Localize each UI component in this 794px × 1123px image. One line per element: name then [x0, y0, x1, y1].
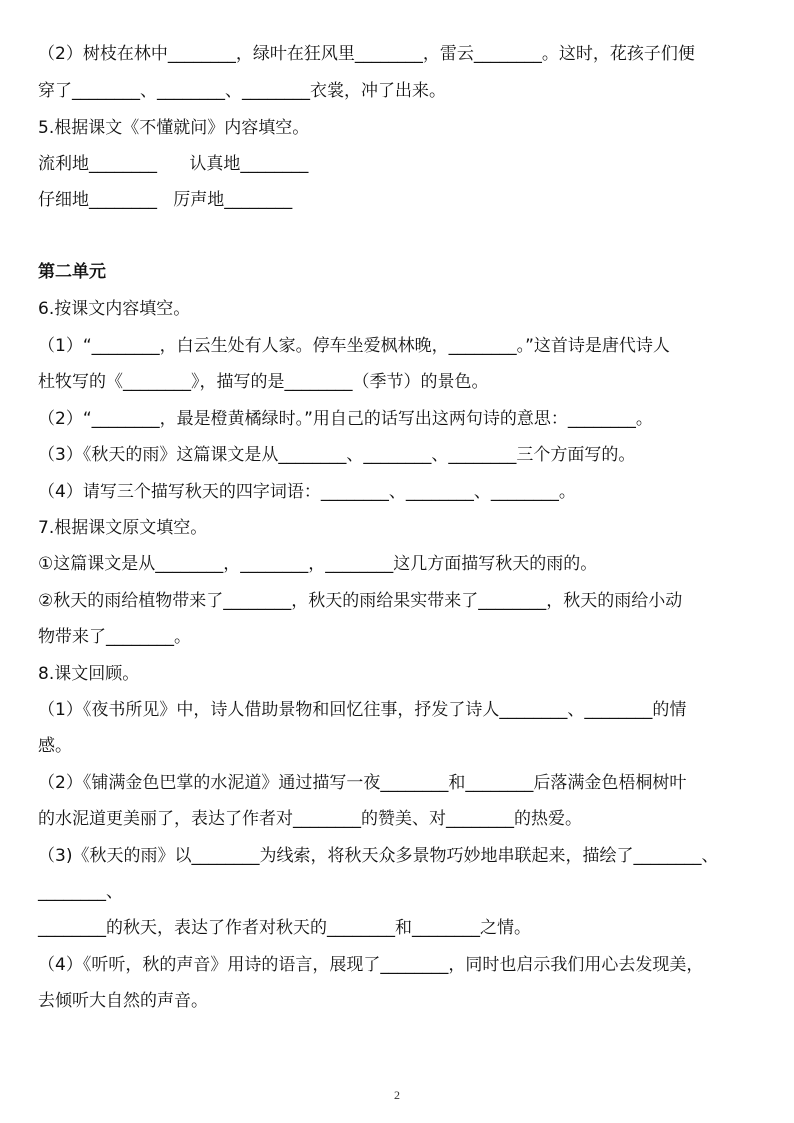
section-heading: 第二单元 [38, 262, 106, 282]
text-line: 穿了________、________、________衣裳，冲了出来。 [38, 81, 446, 101]
text-line: （4）请写三个描写秋天的四字词语：________、________、________。 [38, 482, 576, 502]
text-line: ________的秋天，表达了作者对秋天的________和________之情。 [38, 918, 531, 938]
text-line: 流利地________ 认真地________ [38, 154, 309, 174]
text-line: （4）《听听，秋的声音》用诗的语言，展现了________，同时也启示我们用心去发现美， [38, 955, 704, 975]
text-line: ②秋天的雨给植物带来了________，秋天的雨给果实带来了________，秋天的雨给小动 [38, 591, 683, 611]
question-heading: 7.根据课文原文填空。 [38, 518, 208, 538]
text-line: ①这篇课文是从________，________，________这几方面描写秋天的雨的。 [38, 554, 598, 574]
text-line: （1）“________，白云生处有人家。停车坐爱枫林晚，________。”这首诗是唐代诗人 [38, 336, 670, 356]
text-line: （3）《秋天的雨》这篇课文是从________、________、________三个方面写的。 [38, 445, 636, 465]
text-line: 仔细地________ 厉声地________ [38, 190, 293, 210]
text-line: （2）《铺满金色巴掌的水泥道》通过描写一夜________和________后落满金色梧桐树叶 [38, 773, 687, 793]
text-line: 感。 [38, 736, 72, 756]
text-line: 去倾听大自然的声音。 [38, 991, 208, 1011]
text-line: 物带来了________。 [38, 627, 191, 647]
text-line: 的水泥道更美丽了，表达了作者对________的赞美、对________的热爱。 [38, 809, 582, 829]
text-line: （2）树枝在林中________，绿叶在狂风里________，雷云________。这时，花孩子们便 [38, 44, 695, 64]
text-line: （1）《夜书所见》中，诗人借助景物和回忆往事，抒发了诗人________、________的情 [38, 700, 687, 720]
question-heading: 6.按课文内容填空。 [38, 299, 191, 319]
text-line: （2）“________，最是橙黄橘绿时。”用自己的话写出这两句诗的意思：________。 [38, 409, 653, 429]
page-number: 2 [394, 1088, 400, 1102]
text-line: 杜牧写的《________》，描写的是________（季节）的景色。 [38, 372, 489, 392]
text-line: （3)《秋天的雨》以________为线索，将秋天众多景物巧妙地串联起来，描绘了________、 [38, 846, 719, 866]
question-heading: 5.根据课文《不懂就问》内容填空。 [38, 118, 310, 138]
text-line: ________、 [38, 882, 123, 902]
question-heading: 8.课文回顾。 [38, 664, 140, 684]
